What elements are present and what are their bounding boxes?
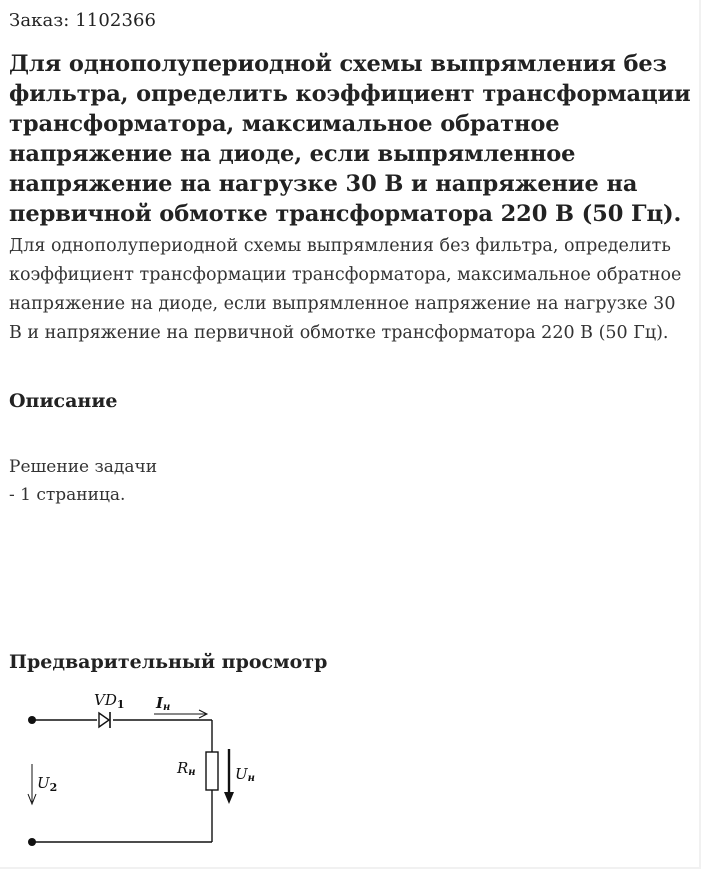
circuit-diagram <box>9 686 369 856</box>
page-title: Для однополупериодной схемы выпрямления без фильтра, определить коэффициент трансформации трансформатора, максимальное обратное напряжение на диоде, если выпрямленное напряжение на нагрузке 30 В и напряжение на первичной обмотке трансформатора 220 В (50 Гц). <box>9 51 691 227</box>
solution-title: Решение задачи <box>9 457 158 477</box>
task-description: Для однополупериодной схемы выпрямления без фильтра, определить коэффициент трансформации трансформатора, максимальное обратное напряжение на диоде, если выпрямленное напряжение на нагрузке 30 В и напряжение на первичной обмотке трансформатора 220 В (50 Гц). <box>9 236 682 343</box>
solution-pages: - 1 страница. <box>9 485 126 505</box>
resistor-icon <box>206 752 218 790</box>
diode-label: $VD_1$ <box>94 691 125 711</box>
load-voltage-label: Uн <box>235 765 255 784</box>
diode-icon <box>99 712 110 728</box>
order-number: Заказ: 1102366 <box>9 10 157 31</box>
terminal-bottom <box>28 838 36 846</box>
terminal-top <box>28 716 36 724</box>
solution-info <box>9 453 157 509</box>
source-voltage-arrow-icon <box>28 764 36 804</box>
resistor-label: Rн <box>177 759 196 778</box>
preview-image <box>9 686 369 856</box>
load-voltage-arrow-icon <box>224 749 234 804</box>
preview-heading: Предварительный просмотр <box>9 651 328 673</box>
current-label: Iн <box>156 694 171 713</box>
description-heading: Описание <box>9 390 118 412</box>
source-voltage-label: $U_2$ <box>37 774 58 794</box>
